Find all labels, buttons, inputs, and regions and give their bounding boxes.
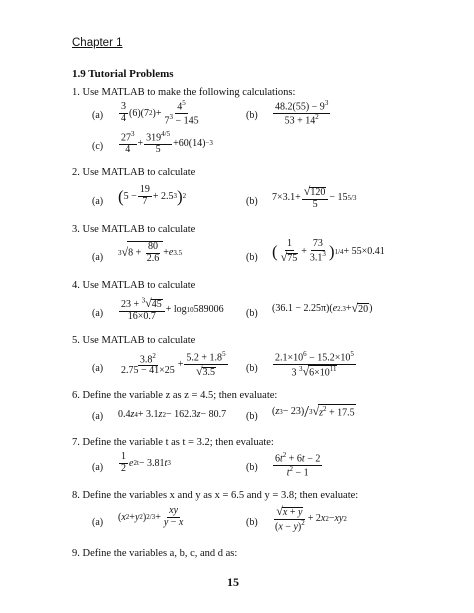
problem-7-text: 7. Define the variable t as t = 3.2; then evaluate: (72, 437, 274, 448)
label-1c: (c) (92, 141, 104, 152)
label-6a: (a) (92, 411, 104, 422)
label-2a: (a) (92, 196, 104, 207)
expression-5a: $\frac{3.8^2}{2.75 - 41\times 25}$ + $\frac{5.2 + 1.8^5}{√3.5}$ (121, 350, 226, 378)
expression-8b: $\frac{√x + y}{(x - y)^2}$ + 2 x 2 − xy 2 (275, 504, 347, 532)
label-1b: (b) (246, 110, 258, 121)
problem-3-text: 3. Use MATLAB to calculate (72, 224, 196, 235)
expression-1c: $\frac{27^3}{4}$ + $\frac{319^{4/5}}{5}$ +60(14) −3 (121, 130, 213, 155)
label-1a: (a) (92, 110, 104, 121)
expression-7a: $\frac{1}{2}$ e 2t − 3.81 t 3 (121, 451, 171, 474)
expression-8a: ( x 2 + y 2 ) 2/3 + $\frac{xy}{y - x}$ (118, 505, 184, 528)
problem-6-text: 6. Define the variable z as z = 4.5; then evaluate: (72, 390, 278, 401)
expression-7b: $\frac{6t^2 + 6t - 2}{t^2 - 1}$ (275, 451, 321, 479)
problem-2-text: 2. Use MATLAB to calculate (72, 167, 196, 178)
label-3b: (b) (246, 252, 258, 263)
label-5a: (a) (92, 363, 104, 374)
expression-3a: 3 √ 8 + $\frac{80}{2.6}$ + e 3.5 (118, 241, 183, 264)
label-4b: (b) (246, 308, 258, 319)
label-6b: (b) (246, 411, 258, 422)
expression-2b: 7×3.1+ $\frac{√120}{5}$ − 15 5/3 (272, 184, 357, 210)
label-3a: (a) (92, 252, 104, 263)
problem-9-text: 9. Define the variables a, b, c, and d as: (72, 548, 238, 559)
label-8a: (a) (92, 517, 104, 528)
expression-6a: 0.4 z 4 + 3.1 z 2 − 162.3 z − 80.7 (118, 409, 227, 420)
problem-8-text: 8. Define the variables x and y as x = 6.5 and y = 3.8; then evaluate: (72, 490, 359, 501)
expression-1a: $\frac{3}{4}$ (6)(7 2 )+ $\frac{4^5}{7^3 - 145}$ (121, 99, 199, 127)
label-4a: (a) (92, 308, 104, 319)
expression-4a: $\frac{23 + ^3√45}{16\times 0.7}$ + log 10 589006 (121, 296, 224, 322)
problem-4-text: 4. Use MATLAB to calculate (72, 280, 196, 291)
problem-1-text: 1. Use MATLAB to make the following calculations: (72, 87, 296, 98)
problem-5-text: 5. Use MATLAB to calculate (72, 335, 196, 346)
chapter-heading: Chapter 1 (72, 37, 123, 49)
page-number: 15 (227, 575, 239, 589)
expression-3b: ( $\frac{1}{√75}$ + $\frac{73}{3.1^3}$ ) 1/4 + 55×0.41 (272, 238, 385, 264)
label-7b: (b) (246, 462, 258, 473)
expression-2a: ( 5 − $\frac{19}{7}$ + 2.5 3 ) 2 (118, 184, 187, 207)
label-2b: (b) (246, 196, 258, 207)
expression-1b: $\frac{48.2(55) - 9^3}{53 + 14^2}$ (275, 99, 329, 127)
section-title: 1.9 Tutorial Problems (72, 68, 174, 80)
expression-5b: $\frac{2.1\times 10^6 - 15.2\times 10^5}{3 ^3√6\times 10^{11}}$ (275, 350, 354, 379)
label-7a: (a) (92, 462, 104, 473)
expression-4b: (36.1 − 2.25π)( e 2.3 + √ 20 ) (272, 301, 373, 315)
label-5b: (b) (246, 363, 258, 374)
expression-6b: ( z 3 − 23) / 3 √ $z^2 + 17.5$ (272, 402, 355, 421)
label-8b: (b) (246, 517, 258, 528)
